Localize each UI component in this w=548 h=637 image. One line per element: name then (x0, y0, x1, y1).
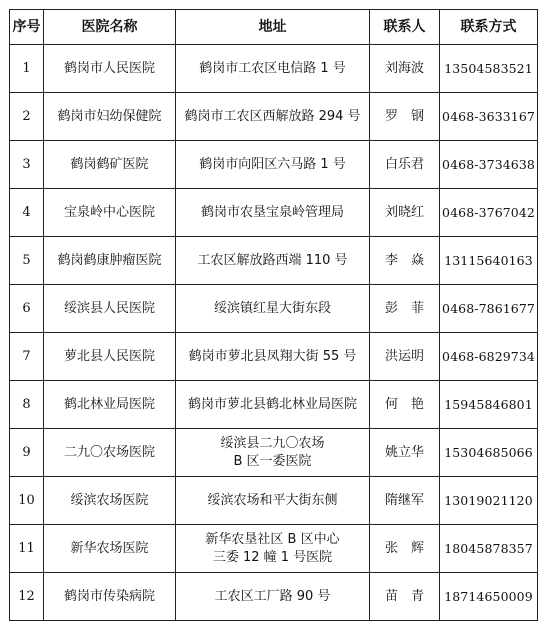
cell-hospital-name: 鹤北林业局医院 (44, 381, 176, 429)
cell-phone: 0468-3767042 (440, 189, 538, 237)
cell-contact-person: 姚立华 (370, 429, 440, 477)
cell-contact-person: 彭 菲 (370, 285, 440, 333)
cell-phone: 15945846801 (440, 381, 538, 429)
cell-hospital-name: 萝北县人民医院 (44, 333, 176, 381)
cell-address (176, 333, 370, 381)
cell-contact-person: 张 辉 (370, 525, 440, 573)
cell-contact-person: 李 焱 (370, 237, 440, 285)
address-line: 绥滨县二九〇农场 (220, 435, 325, 451)
address-line: 鹤岗市工农区西解放路 294 号 (184, 108, 361, 124)
cell-index: 9 (10, 429, 44, 477)
address-line: 鹤岗市农垦宝泉岭管理局 (200, 204, 344, 220)
address-line: 绥滨农场和平大街东侧 (207, 492, 338, 508)
header-index: 序号 (10, 10, 44, 45)
table-row (10, 45, 538, 93)
cell-contact-person: 隋继军 (370, 477, 440, 525)
table-row (10, 429, 538, 477)
table-row (10, 93, 538, 141)
address-line: B 区一委医院 (233, 453, 312, 469)
cell-index: 8 (10, 381, 44, 429)
cell-phone: 0468-3633167 (440, 93, 538, 141)
cell-hospital-name: 鹤岗鹤康肿瘤医院 (44, 237, 176, 285)
cell-phone: 13504583521 (440, 45, 538, 93)
cell-address (176, 93, 370, 141)
address-line: 新华农垦社区 B 区中心 (205, 531, 340, 547)
cell-address (176, 381, 370, 429)
table-row (10, 189, 538, 237)
address-line: 鹤岗市工农区电信路 1 号 (199, 60, 346, 76)
address-line: 绥滨镇红星大街东段 (213, 300, 331, 316)
cell-contact-person: 刘海波 (370, 45, 440, 93)
address-line: 工农区工厂路 90 号 (214, 588, 331, 604)
address-line: 工农区解放路西端 110 号 (197, 252, 348, 268)
table-row (10, 141, 538, 189)
cell-phone: 0468-3734638 (440, 141, 538, 189)
cell-index: 2 (10, 93, 44, 141)
table-row (10, 525, 538, 573)
cell-phone: 18714650009 (440, 573, 538, 621)
cell-index: 10 (10, 477, 44, 525)
cell-hospital-name: 鹤岗鹤矿医院 (44, 141, 176, 189)
cell-index: 5 (10, 237, 44, 285)
table-body (10, 45, 538, 621)
cell-hospital-name: 绥滨县人民医院 (44, 285, 176, 333)
cell-address (176, 429, 370, 477)
cell-contact-person: 刘晓红 (370, 189, 440, 237)
cell-phone: 13115640163 (440, 237, 538, 285)
cell-address (176, 525, 370, 573)
header-hospital-name: 医院名称 (44, 10, 176, 45)
table-row (10, 333, 538, 381)
hospital-contact-table (9, 9, 538, 621)
cell-index: 3 (10, 141, 44, 189)
cell-address (176, 285, 370, 333)
cell-address (176, 237, 370, 285)
address-line: 三委 12 幢 1 号医院 (212, 549, 333, 565)
address-line: 鹤岗市向阳区六马路 1 号 (199, 156, 346, 172)
table-row (10, 285, 538, 333)
table-row (10, 573, 538, 621)
cell-index: 4 (10, 189, 44, 237)
cell-hospital-name: 绥滨农场医院 (44, 477, 176, 525)
cell-contact-person: 白乐君 (370, 141, 440, 189)
cell-contact-person: 洪运明 (370, 333, 440, 381)
table-row (10, 477, 538, 525)
cell-hospital-name: 鹤岗市妇幼保健院 (44, 93, 176, 141)
header-contact-person: 联系人 (370, 10, 440, 45)
table-row (10, 381, 538, 429)
cell-contact-person: 何 艳 (370, 381, 440, 429)
cell-contact-person: 苗 青 (370, 573, 440, 621)
cell-phone: 0468-7861677 (440, 285, 538, 333)
address-line: 鹤岗市萝北县凤翔大街 55 号 (188, 348, 357, 364)
cell-hospital-name: 鹤岗市人民医院 (44, 45, 176, 93)
cell-index: 6 (10, 285, 44, 333)
cell-phone: 15304685066 (440, 429, 538, 477)
cell-address (176, 477, 370, 525)
cell-address (176, 573, 370, 621)
cell-phone: 0468-6829734 (440, 333, 538, 381)
cell-phone: 13019021120 (440, 477, 538, 525)
table-row (10, 237, 538, 285)
cell-hospital-name: 二九〇农场医院 (44, 429, 176, 477)
cell-hospital-name: 鹤岗市传染病院 (44, 573, 176, 621)
cell-address (176, 141, 370, 189)
cell-index: 7 (10, 333, 44, 381)
table-header-row (10, 10, 538, 45)
cell-address (176, 45, 370, 93)
header-address: 地址 (176, 10, 370, 45)
cell-index: 12 (10, 573, 44, 621)
cell-index: 1 (10, 45, 44, 93)
cell-hospital-name: 新华农场医院 (44, 525, 176, 573)
cell-index: 11 (10, 525, 44, 573)
header-contact-method: 联系方式 (440, 10, 538, 45)
hospital-table-container (9, 9, 538, 621)
address-line: 鹤岗市萝北县鹤北林业局医院 (187, 396, 357, 412)
cell-phone: 18045878357 (440, 525, 538, 573)
cell-hospital-name: 宝泉岭中心医院 (44, 189, 176, 237)
cell-address (176, 189, 370, 237)
cell-contact-person: 罗 钢 (370, 93, 440, 141)
